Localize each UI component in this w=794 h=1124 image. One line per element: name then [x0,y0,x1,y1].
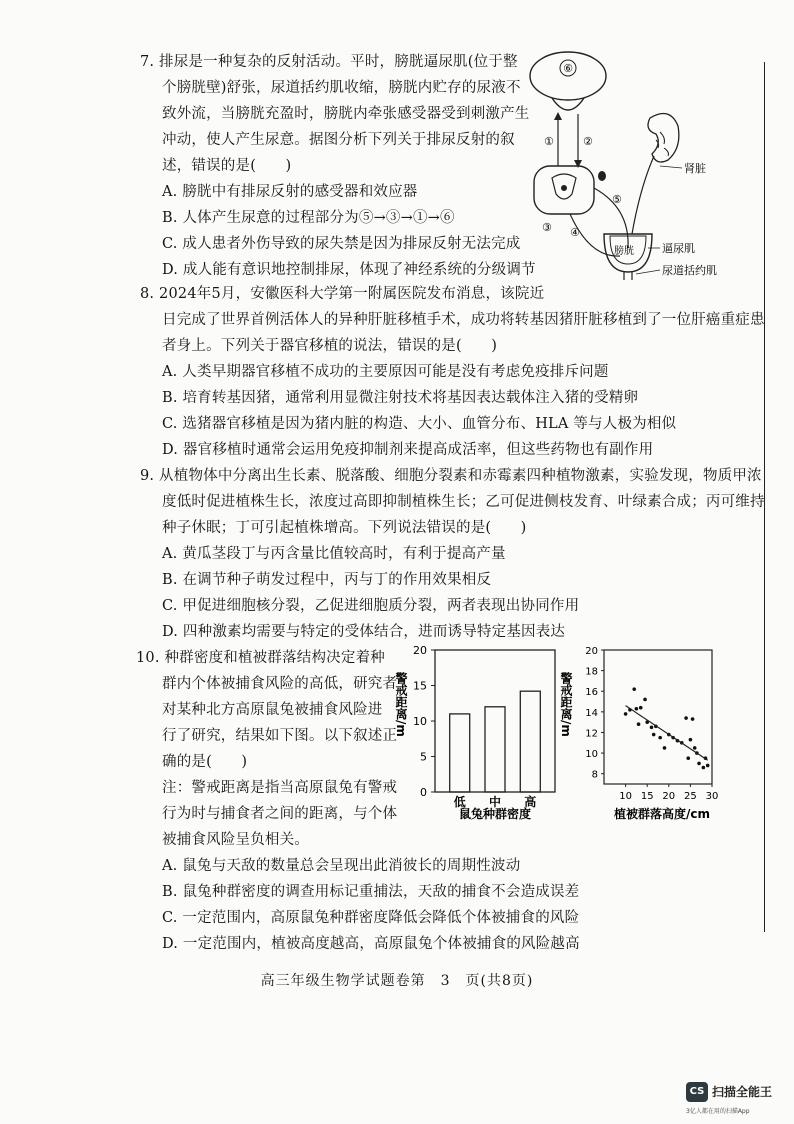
q10-stem-line: 行了研究，结果如下图。以下叙述正 [162,728,398,744]
scatter-y-tick-label: 12 [585,728,598,740]
scatter-point [663,746,667,750]
scatter-point [624,712,628,716]
q9-option-d: D. 四种激素均需要与特定的受体结合，进而诱导特定基因表达 [162,624,566,640]
page-footer: 高三年级生物学试题卷第 3 页(共8页) [260,973,534,989]
q8-option-b: B. 培育转基因猪，通常利用显微注射技术将基因表达载体注入猪的受精卵 [162,390,639,406]
bar-category-label: 高 [524,795,537,809]
scanner-name: 扫描全能王 [712,1085,773,1099]
q10-note-line: 被捕食风险呈负相关。 [162,832,309,848]
kidney-label: 肾脏 [684,162,706,175]
scatter-plot-frame [604,650,712,784]
q9-option-c: C. 甲促进细胞核分裂，乙促进细胞质分裂，两者表现出协同作用 [162,598,580,614]
q7-option-b: B. 人体产生尿意的过程部分为⑤→③→①→⑥ [162,210,455,226]
scanner-logo-icon: CS [686,1082,708,1102]
q8-stem-line: 8. 2024年5月，安徽医科大学第一附属医院发布消息，该院近 [140,286,545,302]
q7-option-d: D. 成人能有意识地控制排尿，体现了神经系统的分级调节 [162,262,536,278]
q10-option-b: B. 鼠兔种群密度的调查用标记重捕法，天敌的捕食不会造成误差 [162,884,580,900]
scatter-point [643,698,647,702]
q9-option-a: A. 黄瓜茎段丁与丙含量比值较高时，有利于提高产量 [162,546,506,562]
scatter-point [689,738,693,742]
bar-x-axis-label: 鼠兔种群密度 [458,807,532,821]
scatter-y-tick-label: 10 [585,749,598,761]
scatter-point [650,726,654,730]
bar-chart [395,642,565,826]
scatter-x-tick-label: 30 [705,791,719,802]
scatter-x-tick-label: 10 [619,791,632,802]
bar-y-tick-label: 20 [413,644,427,657]
scatter-point [632,687,636,691]
scatter-x-tick-label: 15 [640,791,654,802]
q10-option-a: A. 鼠兔与天敌的数量总会呈现出此消彼长的周期性波动 [162,858,521,874]
scatter-y-tick-label: 14 [585,707,598,719]
bar-y-tick-label: 0 [420,786,427,799]
path-label-2: ② [583,135,593,148]
q7-stem-line: 个膀胱壁)舒张，尿道括约肌收缩，膀胱内贮存的尿液不 [162,80,521,96]
scatter-y-tick-label: 16 [585,687,598,699]
bar-0 [450,714,470,792]
q7-stem-line: 冲动，使人产生尿意。据图分析下列关于排尿反射的叙 [162,132,515,148]
nerve-label-4: ④ [570,226,580,239]
scanner-watermark [686,1082,786,1122]
bar-1 [485,707,505,792]
scatter-x-axis-label: 植被群落高度/cm [613,807,711,821]
scatter-y-tick-label: 18 [585,666,598,678]
ureter [632,156,654,234]
kidney-leader [660,166,682,168]
scatter-point [693,746,697,750]
bar-category-label: 中 [488,795,502,809]
scatter-y-axis-label: 警戒距离/m [559,672,573,737]
q7-stem-line: 7. 排尿是一种复杂的反射活动。平时，膀胱逼尿肌(位于整 [140,54,518,70]
detrusor-label: 逼尿肌 [662,242,695,255]
reflex-diagram [520,48,760,280]
ascending-arrow [554,112,562,120]
scatter-y-tick-label: 8 [591,769,598,781]
bar-y-tick-label: 5 [420,750,427,764]
scatter-trend-line [626,706,708,761]
bar-category-label: 低 [453,795,466,809]
scatter-point [637,722,641,726]
path-label-1: ① [544,135,554,148]
scatter-point [684,716,688,720]
q10-stem-line: 10. 种群密度和植被群落结构决定着种 [136,650,385,666]
central-canal [561,185,567,191]
scatter-x-tick-label: 25 [684,791,697,802]
q7-option-c: C. 成人患者外伤导致的尿失禁是因为排尿反射无法完成 [162,236,521,252]
scatter-point [635,707,639,711]
q10-option-c: C. 一定范围内，高原鼠兔种群密度降低会降低个体被捕食的风险 [162,910,580,926]
scanner-tagline: 3亿人都在用的扫描App [686,1108,750,1115]
scatter-y-tick-label: 20 [585,646,598,657]
scatter-point [697,762,701,766]
q8-stem-line: 者身上。下列关于器官移植的说法，错误的是( ) [162,338,498,354]
q9-stem-line: 9. 从植物体中分离出生长素、脱落酸、细胞分裂素和赤霉素四种植物激素，实验发现，物质甲浓 [140,468,762,484]
bar-y-tick-label: 10 [413,715,427,728]
ganglion [598,171,606,181]
q10-stem-line: 对某种北方高原鼠兔被捕食风险进 [162,702,383,718]
scatter-point [686,756,690,760]
bar-y-tick-label: 15 [413,679,427,693]
sphincter-label: 尿道括约肌 [662,264,717,277]
q8-option-c: C. 选猪器官移植是因为猪内脏的构造、大小、血管分布、HLA 等与人极为相似 [162,416,677,432]
scatter-point [658,736,662,740]
q10-stem-line: 群内个体被捕食风险的高低，研究者 [162,676,398,692]
bar-2 [520,691,540,792]
bar-plot-frame [435,650,555,792]
q10-note-line: 注：警戒距离是指当高原鼠兔有警戒 [162,780,398,796]
q10-stem-line: 确的是( ) [162,754,248,770]
q8-stem-line: 日完成了世界首例活体人的异种肝脏移植手术，成功将转基因猪肝脏移植到了一位肝癌重症患 [162,312,765,328]
bar-y-axis-label: 警戒距离/m [394,672,408,737]
q9-stem-line: 种子休眠；丁可引起植株增高。下列说法错误的是( ) [162,520,527,536]
brain-label: ⑥ [563,62,573,75]
q9-stem-line: 度低时促进植株生长，浓度过高即抑制植株生长；乙可促进侧枝发育、叶绿素合成；丙可维持 [162,494,765,510]
nerve-label-5: ⑤ [612,193,622,206]
scatter-point [691,717,695,721]
q8-option-a: A. 人类早期器官移植不成功的主要原因可能是没有考虑免疫排斥问题 [162,364,609,380]
scatter-point [702,766,706,770]
q7-option-a: A. 膀胱中有排尿反射的感受器和效应器 [162,184,418,200]
q7-stem-line: 述，错误的是( ) [162,158,292,174]
scatter-x-tick-label: 20 [662,791,676,802]
scatter-chart [559,642,764,826]
nerve-label-3: ③ [542,221,552,234]
bladder-label: 膀胱 [614,246,634,257]
q10-option-d: D. 一定范围内，植被高度越高，高原鼠兔个体被捕食的风险越高 [162,936,580,952]
q7-stem-line: 致外流，当膀胱充盈时，膀胱内牵张感受器受到刺激产生 [162,106,530,122]
scatter-point [706,764,710,768]
q8-option-d: D. 器官移植时通常会运用免疫抑制剂来提高成活率，但这些药物也有副作用 [162,442,654,458]
sphincter-leader [636,270,660,274]
q10-note-line: 行为时与捕食者之间的距离，与个体 [162,806,398,822]
scatter-point [639,706,643,710]
q9-option-b: B. 在调节种子萌发过程中，丙与丁的作用效果相反 [162,572,492,588]
scatter-point [652,733,656,737]
